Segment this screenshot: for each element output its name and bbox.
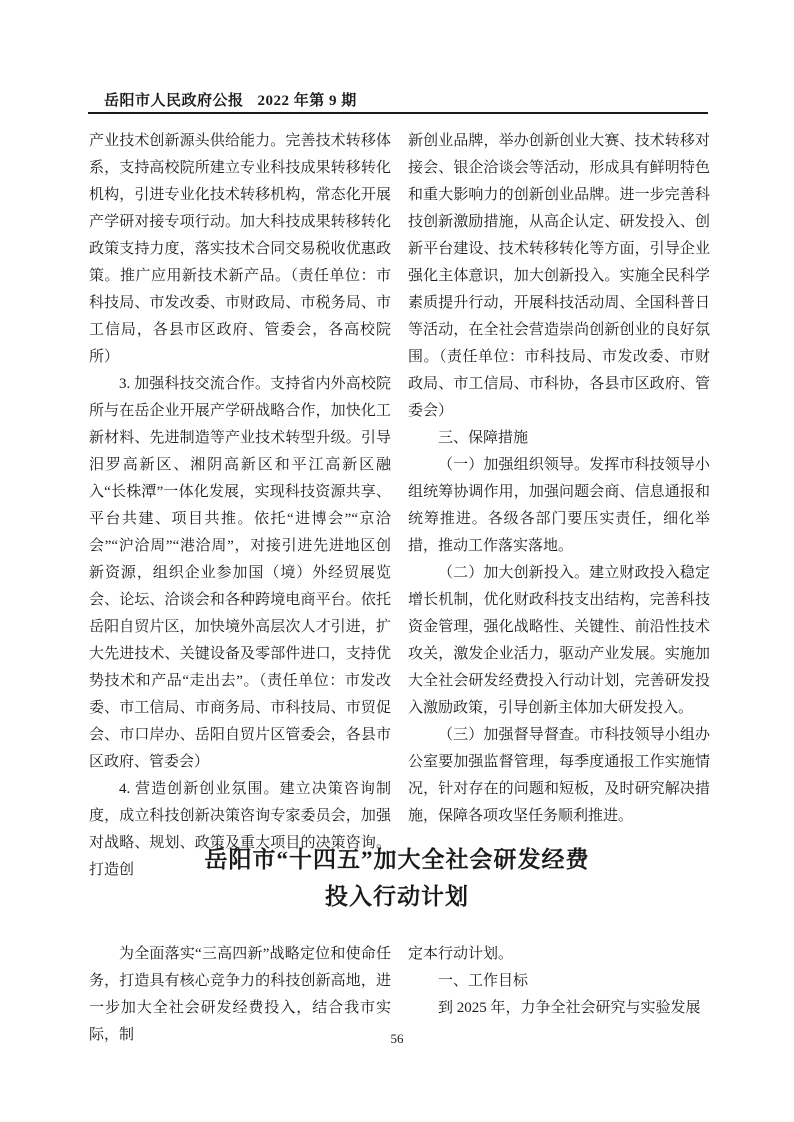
body-paragraph: 产业技术创新源头供给能力。完善技术转移体系，支持高校院所建立专业科技成果转移转化机构，引进专业化技术转移机构，常态化开展产学研对接专项行动。加大科技成果转移转化政策支持力度，落实技术合同交易税收优惠政策。推广应用新技术新产品。（责任单位：市科技局、市发改委、市财政局、市税务局、市工信局，各县市区政府、管委会，各高校院所） (89, 133, 391, 365)
page-header (104, 89, 357, 110)
page-number: 56 (390, 1031, 404, 1046)
article2-right-column (408, 941, 710, 1022)
body-paragraph: 定本行动计划。 (408, 946, 514, 962)
gazette-title: 岳阳市人民政府公报 (104, 93, 244, 109)
body-paragraph: 3. 加强科技交流合作。支持省内外高校院所与在岳企业开展产学研战略合作，加快化工新材料、先进制造等产业技术转型升级。引导汨罗高新区、湘阴高新区和平江高新区融入“长株潭”一体化发展，实现科技资源共享、平台共建、项目共推。依托“进博会”“京洽会”“沪洽周”“港洽周”，对接引进先进地区创新资源，组织企业参加国（境）外经贸展览会、论坛、洽谈会和各种跨境电商平台。依托岳阳自贸片区，加快境外高层次人才引进，扩大先进技术、关键设备及零部件进口，支持优势技术和产品“走出去”。（责任单位：市发改委、市工信局、市商务局、市科技局、市贸促会、市口岸办、岳阳自贸片区管委会，各县市区政府、管委会） (89, 376, 391, 770)
body-paragraph: 4. 营造创新创业氛围。建立决策咨询制度，成立科技创新决策咨询专家委员会，加强对战略、规划、政策及重大项目的决策咨询。打造创 (89, 781, 391, 878)
article1-right-column (408, 128, 710, 830)
header-divider (88, 112, 708, 114)
article2-title-line2: 投入行动计划 (325, 884, 469, 909)
issue-label: 2022 年第 9 期 (257, 93, 357, 109)
body-paragraph: （三）加强督导督查。市科技领导小组办公室要加强监督管理，每季度通报工作实施情况，针对存在的问题和短板，及时研究解决措施，保障各项攻坚任务顺利推进。 (408, 727, 710, 824)
body-paragraph: 到 2025 年，力争全社会研究与实验发展 (438, 1000, 701, 1016)
section-heading: 三、保障措施 (438, 430, 529, 446)
body-paragraph: 新创业品牌，举办创新创业大赛、技术转移对接会、银企洽谈会等活动，形成具有鲜明特色和重大影响力的创新创业品牌。进一步完善科技创新激励措施，从高企认定、研发投入、创新平台建设、技术转移转化等方面，引导企业强化主体意识，加大创新投入。实施全民科学素质提升行动，开展科技活动周、全国科普日等活动，在全社会营造崇尚创新创业的良好氛围。（责任单位：市科技局、市发改委、市财政局、市工信局、市科协，各县市区政府、管委会） (408, 133, 710, 419)
section-heading: 一、工作目标 (438, 973, 529, 989)
body-paragraph: 为全面落实“三高四新”战略定位和使命任务，打造具有核心竞争力的科技创新高地，进一步加大全社会研发经费投入，结合我市实际，制 (89, 946, 391, 1043)
article2-title (0, 841, 794, 915)
body-paragraph: （一）加强组织领导。发挥市科技领导小组统筹协调作用，加强问题会商、信息通报和统筹推进。各级各部门要压实责任，细化举措，推动工作落实落地。 (408, 457, 710, 554)
body-paragraph: （二）加大创新投入。建立财政投入稳定增长机制，优化财政科技支出结构，完善科技资金管理，强化战略性、关键性、前沿性技术攻关，激发企业活力，驱动产业发展。实施加大全社会研发经费投入行动计划，完善研发投入激励政策，引导创新主体加大研发投入。 (408, 565, 710, 716)
article1-left-column (89, 128, 391, 884)
article2-title-line1: 岳阳市“十四五”加大全社会研发经费 (204, 847, 590, 872)
